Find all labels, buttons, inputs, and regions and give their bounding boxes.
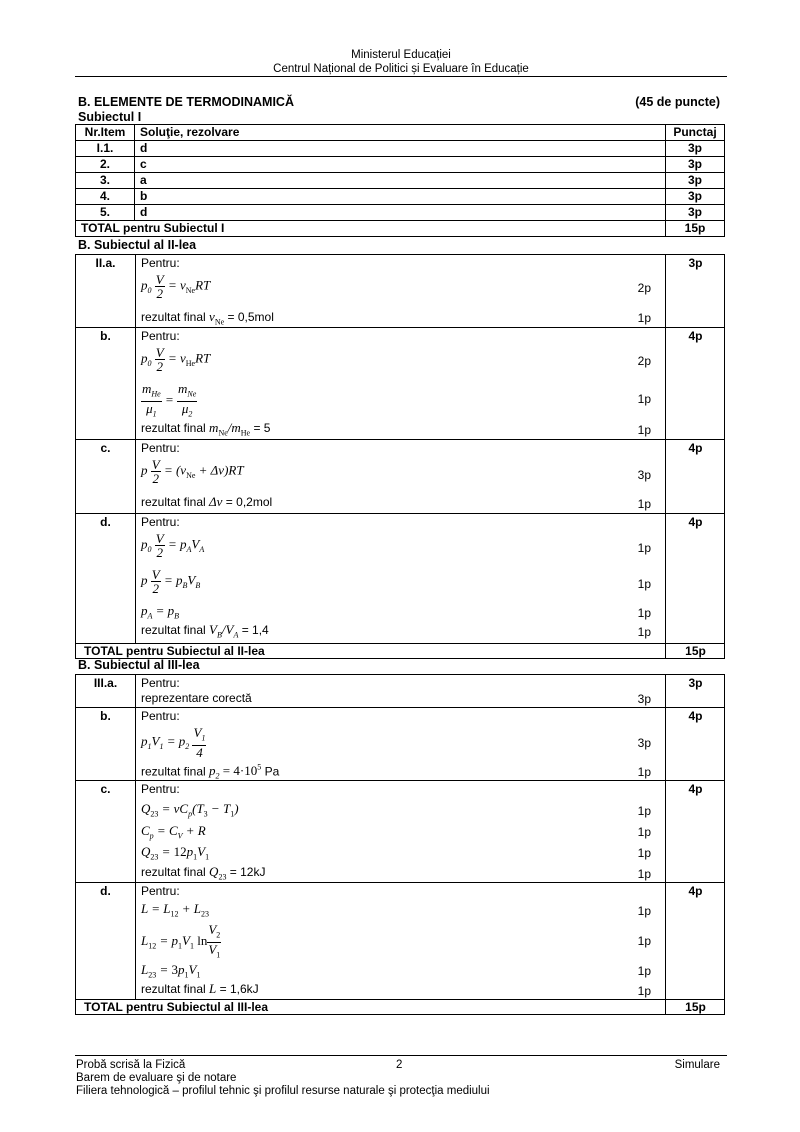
footer-exam-name: Probă scrisă la Fizică <box>76 1059 186 1071</box>
total-points: 15p <box>685 1000 706 1014</box>
total-label: TOTAL pentru Subiectul al III-lea <box>84 1000 269 1014</box>
formula: $p_0$ $\frac{V}{2}$ = $\nu_{He}RT$ <box>141 345 211 374</box>
step-points: 3p <box>637 468 651 482</box>
formula: $Q_{23} = \nu C_p(T_3 - T_1)$ <box>141 801 239 819</box>
item-number: I.1. <box>76 141 135 157</box>
item-2b <box>75 327 725 440</box>
item-points: 3p <box>688 256 703 270</box>
step-points: 1p <box>637 625 651 639</box>
section-points: (45 de puncte) <box>635 95 720 109</box>
final-result: rezultat final $Q_{23} = 12kJ$ <box>141 864 266 882</box>
step-points: 3p <box>637 692 651 706</box>
col-solution-header: Soluţie, rezolvare <box>135 125 666 141</box>
header-ministry: Ministerul Educației <box>351 49 451 61</box>
footer-barem: Barem de evaluare şi de notare <box>76 1072 237 1084</box>
step-points: 1p <box>637 804 651 818</box>
formula: $p_0$ $\frac{V}{2}$ = $p_AV_A$ <box>141 531 205 560</box>
total-points: 15p <box>666 221 725 237</box>
step-points: 1p <box>637 934 651 948</box>
step-points: 1p <box>637 541 651 555</box>
col-item-header: Nr.Item <box>76 125 135 141</box>
item-answer: b <box>135 189 666 205</box>
item-label: III.a. <box>93 676 118 690</box>
item-label: b. <box>100 329 111 343</box>
total-points: 15p <box>685 644 706 658</box>
step-points: 1p <box>637 423 651 437</box>
subiect1-title: Subiectul I <box>78 110 142 124</box>
step-points: 2p <box>637 354 651 368</box>
step-points: 1p <box>637 765 651 779</box>
col-points-header: Punctaj <box>666 125 725 141</box>
final-result: rezultat final $m_{Ne}/m_{He} = 5$ <box>141 420 271 438</box>
subiect3-total-row <box>75 999 725 1015</box>
table-header-row <box>76 125 725 141</box>
item-points: 3p <box>666 157 725 173</box>
item-points: 3p <box>688 676 703 690</box>
item-2a <box>75 254 725 328</box>
table-row <box>76 141 725 157</box>
total-label: TOTAL pentru Subiectul al II-lea <box>84 644 265 658</box>
step-points: 1p <box>637 984 651 998</box>
item-points: 4p <box>688 884 703 898</box>
step-text: reprezentare corectă <box>141 691 252 705</box>
item-number: 4. <box>76 189 135 205</box>
header-center: Centrul Național de Politici și Evaluare în Educație <box>273 63 529 75</box>
item-label: d. <box>100 884 111 898</box>
item-answer: c <box>135 157 666 173</box>
item-3d <box>75 882 725 1000</box>
formula: $p_0$ $\frac{V}{2}$ = $\nu_{Ne}RT$ <box>141 272 211 301</box>
total-row <box>76 221 725 237</box>
step-points: 1p <box>637 964 651 978</box>
section-title: B. ELEMENTE DE TERMODINAMICĂ <box>78 95 294 109</box>
formula: p $\frac{V}{2}$ = $(\nu_{Ne} + \Delta\nu)RT$ <box>141 457 244 486</box>
item-answer: a <box>135 173 666 189</box>
step-points: 1p <box>637 825 651 839</box>
item-points: 3p <box>666 173 725 189</box>
final-result: rezultat final Δν = 0,2mol <box>141 494 273 509</box>
step-points: 1p <box>637 497 651 511</box>
formula: $C_p = C_V + R$ <box>141 823 206 841</box>
formula: $Q_{23} = 12p_1V_1$ <box>141 844 210 862</box>
item-answer: d <box>135 141 666 157</box>
item-label: b. <box>100 709 111 723</box>
formula: p $\frac{V}{2}$ = $p_BV_B$ <box>141 567 201 596</box>
subiect2-total-row <box>75 643 725 659</box>
subiect2-title: B. Subiectul al II-lea <box>78 238 197 252</box>
footer-page-number: 2 <box>396 1059 403 1071</box>
final-result: rezultat final L = 1,6kJ <box>141 981 259 996</box>
item-3a <box>75 674 725 708</box>
item-points: 4p <box>688 782 703 796</box>
header-divider <box>75 76 727 77</box>
item-number: 5. <box>76 205 135 221</box>
item-points: 4p <box>688 329 703 343</box>
item-label: II.a. <box>95 256 116 270</box>
pentru-label: Pentru: <box>141 884 180 898</box>
table-row <box>76 157 725 173</box>
item-number: 2. <box>76 157 135 173</box>
step-points: 1p <box>637 904 651 918</box>
footer-filiera: Filiera tehnologică – profilul tehnic şi profilul resurse naturale şi protecţia mediului <box>76 1085 490 1097</box>
pentru-label: Pentru: <box>141 256 180 270</box>
step-points: 1p <box>637 577 651 591</box>
item-3c <box>75 780 725 883</box>
item-points: 3p <box>666 205 725 221</box>
pentru-label: Pentru: <box>141 515 180 529</box>
step-points: 1p <box>637 606 651 620</box>
item-points: 4p <box>688 709 703 723</box>
item-points: 3p <box>666 189 725 205</box>
item-2d <box>75 513 725 644</box>
step-points: 3p <box>637 736 651 750</box>
formula: $p_1V_1 = p_2$ $\frac{V_1}{4}$ <box>141 725 206 760</box>
item-points: 4p <box>688 515 703 529</box>
item-label: d. <box>100 515 111 529</box>
formula: $p_A = p_B$ <box>141 603 180 621</box>
step-points: 1p <box>637 392 651 406</box>
pentru-label: Pentru: <box>141 441 180 455</box>
item-number: 3. <box>76 173 135 189</box>
final-result: rezultat final $p_2 = 4\cdot 10^5$ Pa <box>141 763 280 781</box>
footer-divider <box>75 1055 727 1056</box>
item-3b <box>75 707 725 781</box>
item-label: c. <box>100 782 111 796</box>
formula: $L_{23} = 3p_1V_1$ <box>141 962 201 980</box>
step-points: 1p <box>637 867 651 881</box>
final-result: rezultat final $V_B/V_A = 1,4$ <box>141 622 269 640</box>
table-row <box>76 189 725 205</box>
item-points: 3p <box>666 141 725 157</box>
item-points: 4p <box>688 441 703 455</box>
total-label: TOTAL pentru Subiectul I <box>76 221 666 237</box>
formula: $L_{12} = p_1V_1$ ln $\frac{V_2}{V_1}$ <box>141 922 221 960</box>
table-row <box>76 205 725 221</box>
formula: $\frac{m_{He}}{\mu_1}$ = $\frac{m_{Ne}}{\mu_2}$ <box>142 381 197 419</box>
footer-session: Simulare <box>674 1059 720 1071</box>
pentru-label: Pentru: <box>141 709 180 723</box>
pentru-label: Pentru: <box>141 329 180 343</box>
step-points: 1p <box>637 311 651 325</box>
subiect3-title: B. Subiectul al III-lea <box>78 658 200 672</box>
step-points: 1p <box>637 846 651 860</box>
item-2c <box>75 439 725 514</box>
formula: $L = L_{12} + L_{23}$ <box>141 901 210 919</box>
item-label: c. <box>100 441 111 455</box>
pentru-label: Pentru: <box>141 782 180 796</box>
item-answer: d <box>135 205 666 221</box>
table-row <box>76 173 725 189</box>
final-result: rezultat final $\nu_{Ne} = 0,5mol$ <box>141 309 274 327</box>
step-points: 2p <box>637 281 651 295</box>
subiect1-table <box>75 124 725 237</box>
pentru-label: Pentru: <box>141 676 180 690</box>
